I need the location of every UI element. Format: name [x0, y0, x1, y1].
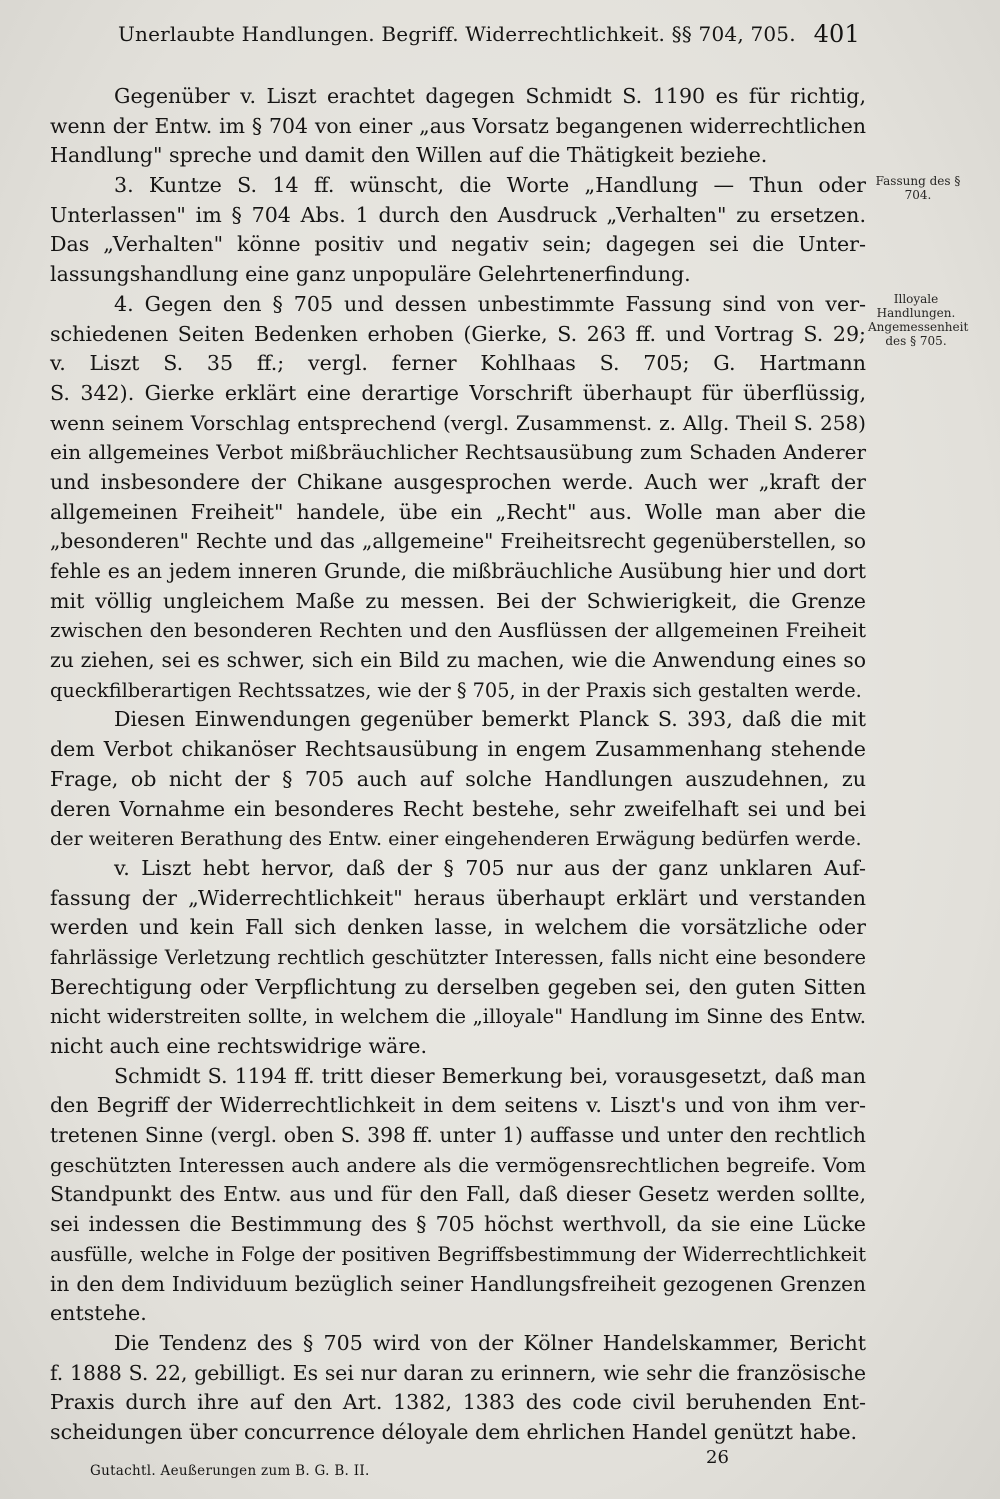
text-line: allgemeinen Freiheit" handele, übe ein „Recht" aus. Wolle man aber die: [50, 499, 866, 524]
text-line: Unterlassen" im § 704 Abs. 1 durch den Ausdruck „Verhalten" zu ersetzen.: [50, 202, 866, 227]
text-line: dem Verbot chikanöser Rechtsausübung in engem Zusammenhang stehende: [50, 737, 866, 762]
text-line: S. 342). Gierke erklärt eine derartige Vorschrift überhaupt für überflüssig,: [50, 380, 866, 405]
text-line: „besonderen" Rechte und das „allgemeine" Freiheitsrecht gegenüberstellen, so: [50, 529, 866, 554]
text-line: 4. Gegen den § 705 und dessen unbestimmte Fassung sind von ver-: [114, 291, 866, 316]
text-line: v. Liszt hebt hervor, daß der § 705 nur aus der ganz unklaren Auf-: [114, 855, 866, 880]
text-line: queckfilberartigen Rechtssatzes, wie der § 705, in der Praxis sich gestalten werde.: [50, 678, 862, 702]
text-line: zu ziehen, sei es schwer, sich ein Bild zu machen, wie die Anwendung eines so: [50, 648, 866, 673]
text-line: und insbesondere der Chikane ausgesprochen werde. Auch wer „kraft der: [50, 469, 866, 494]
page-number: 401: [813, 20, 860, 48]
running-head-title: Unerlaubte Handlungen. Begriff. Widerrechtlichkeit. §§ 704, 705.: [118, 22, 796, 46]
text-line: fassung der „Widerrechtlichkeit" heraus überhaupt erklärt und verstanden: [50, 885, 866, 910]
text-line: Berechtigung oder Verpflichtung zu derselben gegeben sei, den guten Sitten: [50, 974, 866, 999]
text-line: ein allgemeines Verbot mißbräuchlicher Rechtsausübung zum Schaden Anderer: [50, 440, 866, 465]
text-line: f. 1888 S. 22, gebilligt. Es sei nur daran zu erinnern, wie sehr die französische: [50, 1360, 866, 1385]
text-line: Frage, ob nicht der § 705 auch auf solche Handlungen auszudehnen, zu: [50, 766, 866, 791]
text-line: nicht widerstreiten sollte, in welchem die „illoyale" Handlung im Sinne des Entw.: [50, 1005, 866, 1029]
running-head: [118, 22, 860, 46]
text-line: Praxis durch ihre auf den Art. 1382, 1383 des code civil beruhenden Ent-: [50, 1390, 866, 1415]
text-line: Handlung" spreche und damit den Willen auf die Thätigkeit beziehe.: [50, 143, 768, 168]
text-line: deren Vornahme ein besonderes Recht bestehe, sehr zweifelhaft sei und bei: [50, 796, 866, 821]
body-text: [50, 82, 866, 1448]
side-note-illoyale: Illoyale Handlungen. Angemessenheit des § 705.: [868, 292, 969, 348]
text-line: mit völlig ungleichem Maße zu messen. Bei der Schwierigkeit, die Grenze: [50, 588, 866, 613]
text-line: in den dem Individuum bezüglich seiner Handlungsfreiheit gezogenen Grenzen: [50, 1271, 866, 1296]
text-line: den Begriff der Widerrechtlichkeit in dem seitens v. Liszt's und von ihm ver-: [50, 1093, 866, 1118]
text-line: scheidungen über concurrence déloyale dem ehrlichen Handel genützt habe.: [50, 1419, 858, 1444]
signature-line: Gutachtl. Aeußerungen zum B. G. B. II.: [90, 1463, 370, 1479]
text-line: ausfülle, welche in Folge der positiven Begriffsbestimmung der Widerrechtlichkeit: [50, 1242, 866, 1266]
text-line: schiedenen Seiten Bedenken erhoben (Gierke, S. 263 ff. und Vortrag S. 29;: [50, 321, 866, 346]
text-line: der weiteren Berathung des Entw. einer eingehenderen Erwägung bedürfen werde.: [50, 827, 862, 851]
text-line: wenn der Entw. im § 704 von einer „aus Vorsatz begangenen widerrechtlichen: [50, 113, 866, 138]
sheet-number: 26: [706, 1447, 729, 1468]
text-line: werden und kein Fall sich denken lasse, in welchem die vorsätzliche oder: [50, 915, 866, 940]
text-line: nicht auch eine rechtswidrige wäre.: [50, 1034, 428, 1058]
text-line: Standpunkt des Entw. aus und für den Fall, daß dieser Gesetz werden sollte,: [50, 1182, 866, 1207]
text-line: Gegenüber v. Liszt erachtet dagegen Schmidt S. 1190 es für richtig,: [114, 84, 866, 108]
text-line: entstehe.: [50, 1301, 147, 1326]
text-line: Schmidt S. 1194 ff. tritt dieser Bemerkung bei, vorausgesetzt, daß man: [114, 1063, 866, 1088]
text-line: Das „Verhalten" könne positiv und negativ sein; dagegen sei die Unter-: [50, 232, 866, 257]
text-line: Diesen Einwendungen gegenüber bemerkt Planck S. 393, daß die mit: [114, 707, 866, 732]
text-line: fehle es an jedem inneren Grunde, die mißbräuchliche Ausübung hier und dort: [50, 559, 866, 583]
text-line: Die Tendenz des § 705 wird von der Kölner Handelskammer, Bericht: [114, 1330, 866, 1355]
text-line: wenn seinem Vorschlag entsprechend (vergl. Zusammenst. z. Allg. Theil S. 258): [50, 410, 866, 435]
text-line: 3. Kuntze S. 14 ff. wünscht, die Worte „Handlung — Thun oder: [114, 173, 866, 198]
text-line: fahrlässige Verletzung rechtlich geschützter Interessen, falls nicht eine besondere: [50, 945, 866, 969]
text-line: geschützten Interessen auch andere als die vermögensrechtlichen begreife. Vom: [50, 1153, 866, 1177]
text-line: tretenen Sinne (vergl. oben S. 398 ff. unter 1) auffasse und unter den rechtlich: [50, 1123, 866, 1148]
text-line: v. Liszt S. 35 ff.; vergl. ferner Kohlhaas S. 705; G. Hartmann: [50, 351, 866, 376]
text-line: zwischen den besonderen Rechten und den Ausflüssen der allgemeinen Freiheit: [50, 619, 866, 643]
side-note-fassung: Fassung des § 704.: [875, 174, 961, 202]
text-line: lassungshandlung eine ganz unpopuläre Gelehrtenerfindung.: [50, 262, 691, 287]
text-line: sei indessen die Bestimmung des § 705 höchst werthvoll, da sie eine Lücke: [50, 1212, 866, 1237]
